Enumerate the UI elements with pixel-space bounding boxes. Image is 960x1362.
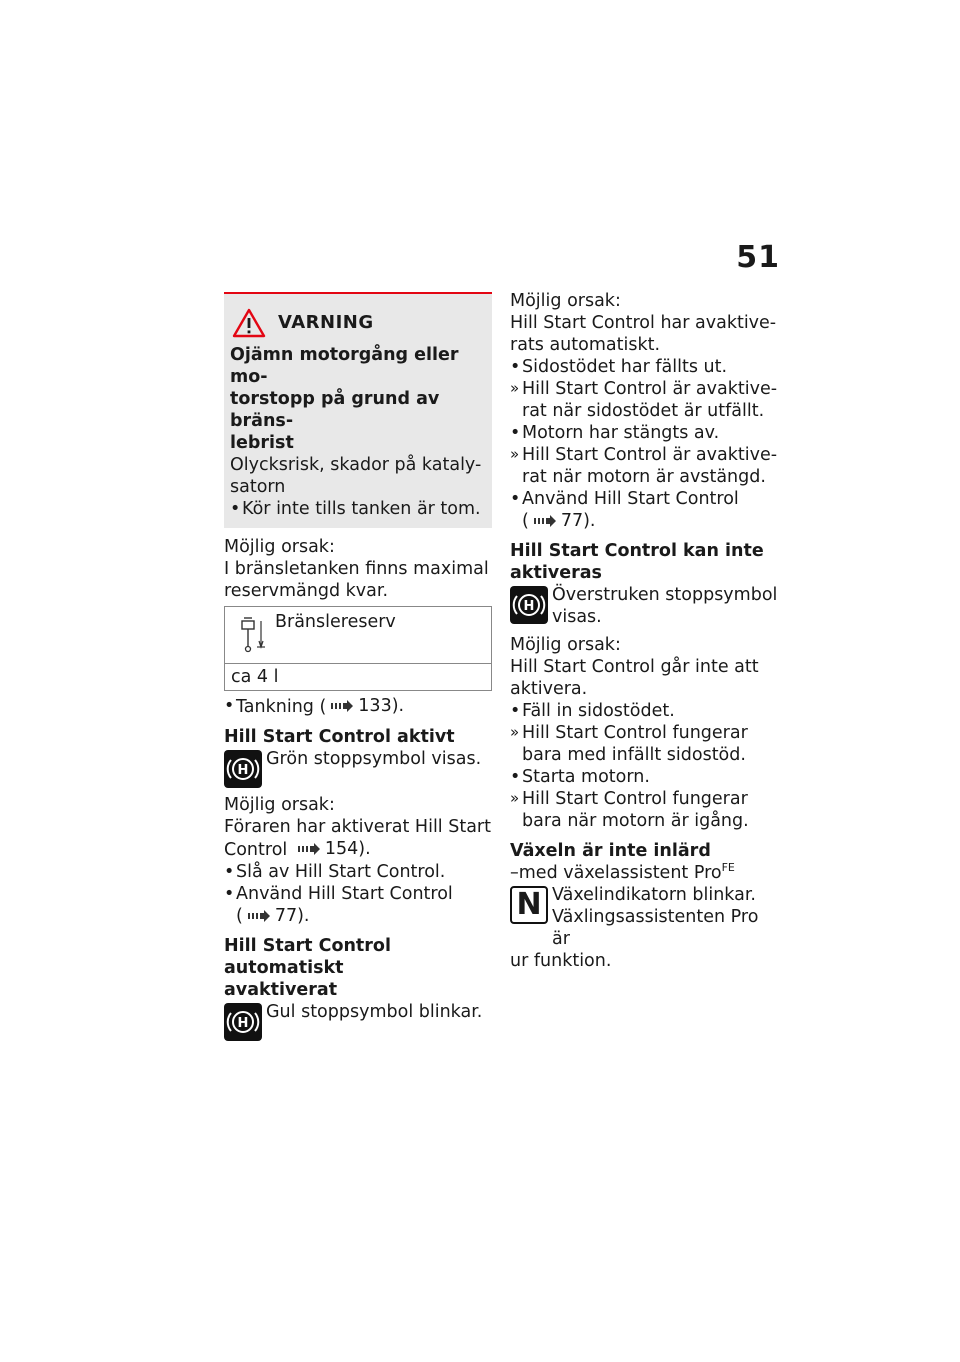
fuel-reserve-value: ca 4 l (231, 667, 279, 687)
hsc-fail-result-2-line-1: » Hill Start Control fungerar (510, 788, 780, 810)
hsc-fail-step-2: • Starta motorn. (510, 766, 780, 788)
hsc-active-cause-line-2 (224, 838, 492, 861)
right-result-2-line-2: rat när motorn är avstängd. (522, 467, 766, 487)
page-reference-arrow-icon (247, 910, 271, 922)
right-result-2-line-1: » Hill Start Control är avaktive- (510, 444, 780, 466)
refuel-page: 133). (358, 696, 405, 716)
hsc-active-symbol-row (224, 748, 492, 788)
hsc-fail-result-1-line-2: bara med infällt sidostöd. (522, 745, 746, 765)
hsc-active-step-2-ref-line (224, 905, 492, 927)
right-result-1-line-1: » Hill Start Control är avaktive- (510, 378, 780, 400)
hsc-active-page: 154). (324, 839, 371, 859)
hsc-active-symbol-text: Grön stoppsymbol visas. (266, 749, 482, 769)
right-step-3-ref[interactable]: ( 77). (522, 511, 596, 531)
warning-box (224, 292, 492, 528)
hsc-fail-step-1: • Fäll in sidostödet. (510, 700, 780, 722)
hsc-fail-symbol-line-2: visas. (552, 607, 602, 627)
hill-start-symbol-icon (510, 586, 548, 624)
hsc-fail-result-2-line-2: bara när motorn är igång. (522, 811, 749, 831)
right-step-3: • Använd Hill Start Control (510, 488, 780, 510)
hsc-auto-symbol-row (224, 1001, 492, 1041)
hsc-active-step-2-page: 77). (274, 906, 310, 926)
hsc-fail-cause-line-2: aktivera. (510, 679, 588, 699)
right-column (510, 290, 780, 972)
warning-title-3: lebrist (230, 433, 294, 453)
gear-symbol-row (510, 884, 780, 950)
left-column (224, 292, 492, 1041)
page-reference-arrow-icon (297, 843, 321, 855)
cause-line-1: I bränsletanken finns maximal (224, 559, 489, 579)
page-number: 51 (736, 240, 780, 275)
refuel-step (224, 695, 492, 718)
fuel-reserve-icon (239, 615, 267, 653)
hsc-active-step-2-ref[interactable]: ( 77). (236, 906, 310, 926)
right-step-3-ref-line (510, 510, 780, 532)
warning-label: VARNING (278, 312, 374, 333)
svg-text:H: H (237, 763, 249, 778)
hsc-fail-symbol-row (510, 584, 780, 628)
hsc-fail-cause-label: Möjlig orsak: (510, 635, 621, 655)
hill-start-symbol-icon (224, 750, 262, 788)
right-cause-line-2: rats automatiskt. (510, 335, 661, 355)
hsc-auto-heading-2: avaktiverat (224, 980, 338, 1000)
page-reference-arrow-icon (330, 700, 354, 712)
warning-title-2: torstopp på grund av bräns- (230, 389, 440, 431)
hsc-fail-heading-2: aktiveras (510, 563, 602, 583)
hsc-fail-result-1-line-1: » Hill Start Control fungerar (510, 722, 780, 744)
hsc-fail-symbol-text (552, 584, 777, 628)
fuel-reserve-label: Bränslereserv (275, 612, 396, 632)
gear-sub (510, 862, 780, 884)
warning-triangle-icon (232, 308, 266, 338)
warning-consequence-2: satorn (230, 477, 286, 497)
hsc-active-cause-line-1: Föraren har aktiverat Hill Start (224, 817, 491, 837)
svg-text:H: H (237, 1016, 249, 1031)
gear-sub-text: –med växelassistent Pro (510, 863, 722, 883)
gear-line-1: Växelindikatorn blinkar. (552, 885, 756, 905)
hsc-active-ref[interactable] (293, 838, 371, 860)
hsc-active-cause-text: Control (224, 840, 288, 860)
hsc-fail-symbol-line-1: Överstruken stoppsymbol (552, 585, 778, 605)
cause-label: Möjlig orsak: (224, 537, 335, 557)
gear-sup: FE (721, 861, 735, 875)
fuel-reserve-table (224, 606, 492, 691)
right-result-1-line-2: rat när sidostödet är utfällt. (522, 401, 765, 421)
hsc-auto-heading-1: Hill Start Control automatiskt (224, 936, 391, 978)
cause-line-2: reservmängd kvar. (224, 581, 389, 601)
warning-title-1: Ojämn motorgång eller mo- (230, 345, 459, 387)
hsc-active-heading: Hill Start Control aktivt (224, 727, 455, 747)
warning-header (230, 308, 486, 338)
gear-line-2: Växlingsassistenten Pro är (552, 907, 759, 949)
hsc-auto-symbol-text: Gul stoppsymbol blinkar. (266, 1002, 483, 1022)
gear-symbol-text (552, 884, 780, 950)
gear-line-3: ur funktion. (510, 951, 612, 971)
right-cause-line-1: Hill Start Control har avaktive- (510, 313, 777, 333)
right-step-2: • Motorn har stängts av. (510, 422, 780, 444)
right-cause-label: Möjlig orsak: (510, 291, 621, 311)
refuel-text: Tankning ( (236, 697, 327, 717)
right-step-1: • Sidostödet har fällts ut. (510, 356, 780, 378)
page-reference-arrow-icon (533, 515, 557, 527)
hill-start-symbol-icon (224, 1003, 262, 1041)
warning-consequence-1: Olycksrisk, skador på kataly- (230, 455, 482, 475)
warning-action: • Kör inte tills tanken är tom. (230, 498, 486, 520)
svg-text:H: H (523, 599, 535, 614)
fuel-reserve-row-label (225, 607, 491, 664)
hsc-active-cause-label: Möjlig orsak: (224, 795, 335, 815)
hsc-fail-heading-1: Hill Start Control kan inte (510, 541, 764, 561)
gear-indicator-icon (510, 886, 548, 924)
gear-indicator-letter: N (516, 887, 542, 922)
right-step-3-page: 77). (560, 511, 596, 531)
refuel-ref[interactable] (326, 695, 404, 717)
hsc-active-step-2: • Använd Hill Start Control (224, 883, 492, 905)
hsc-fail-cause-line-1: Hill Start Control går inte att (510, 657, 759, 677)
hsc-active-step-1: • Slå av Hill Start Control. (224, 861, 492, 883)
gear-heading: Växeln är inte inlärd (510, 841, 711, 861)
